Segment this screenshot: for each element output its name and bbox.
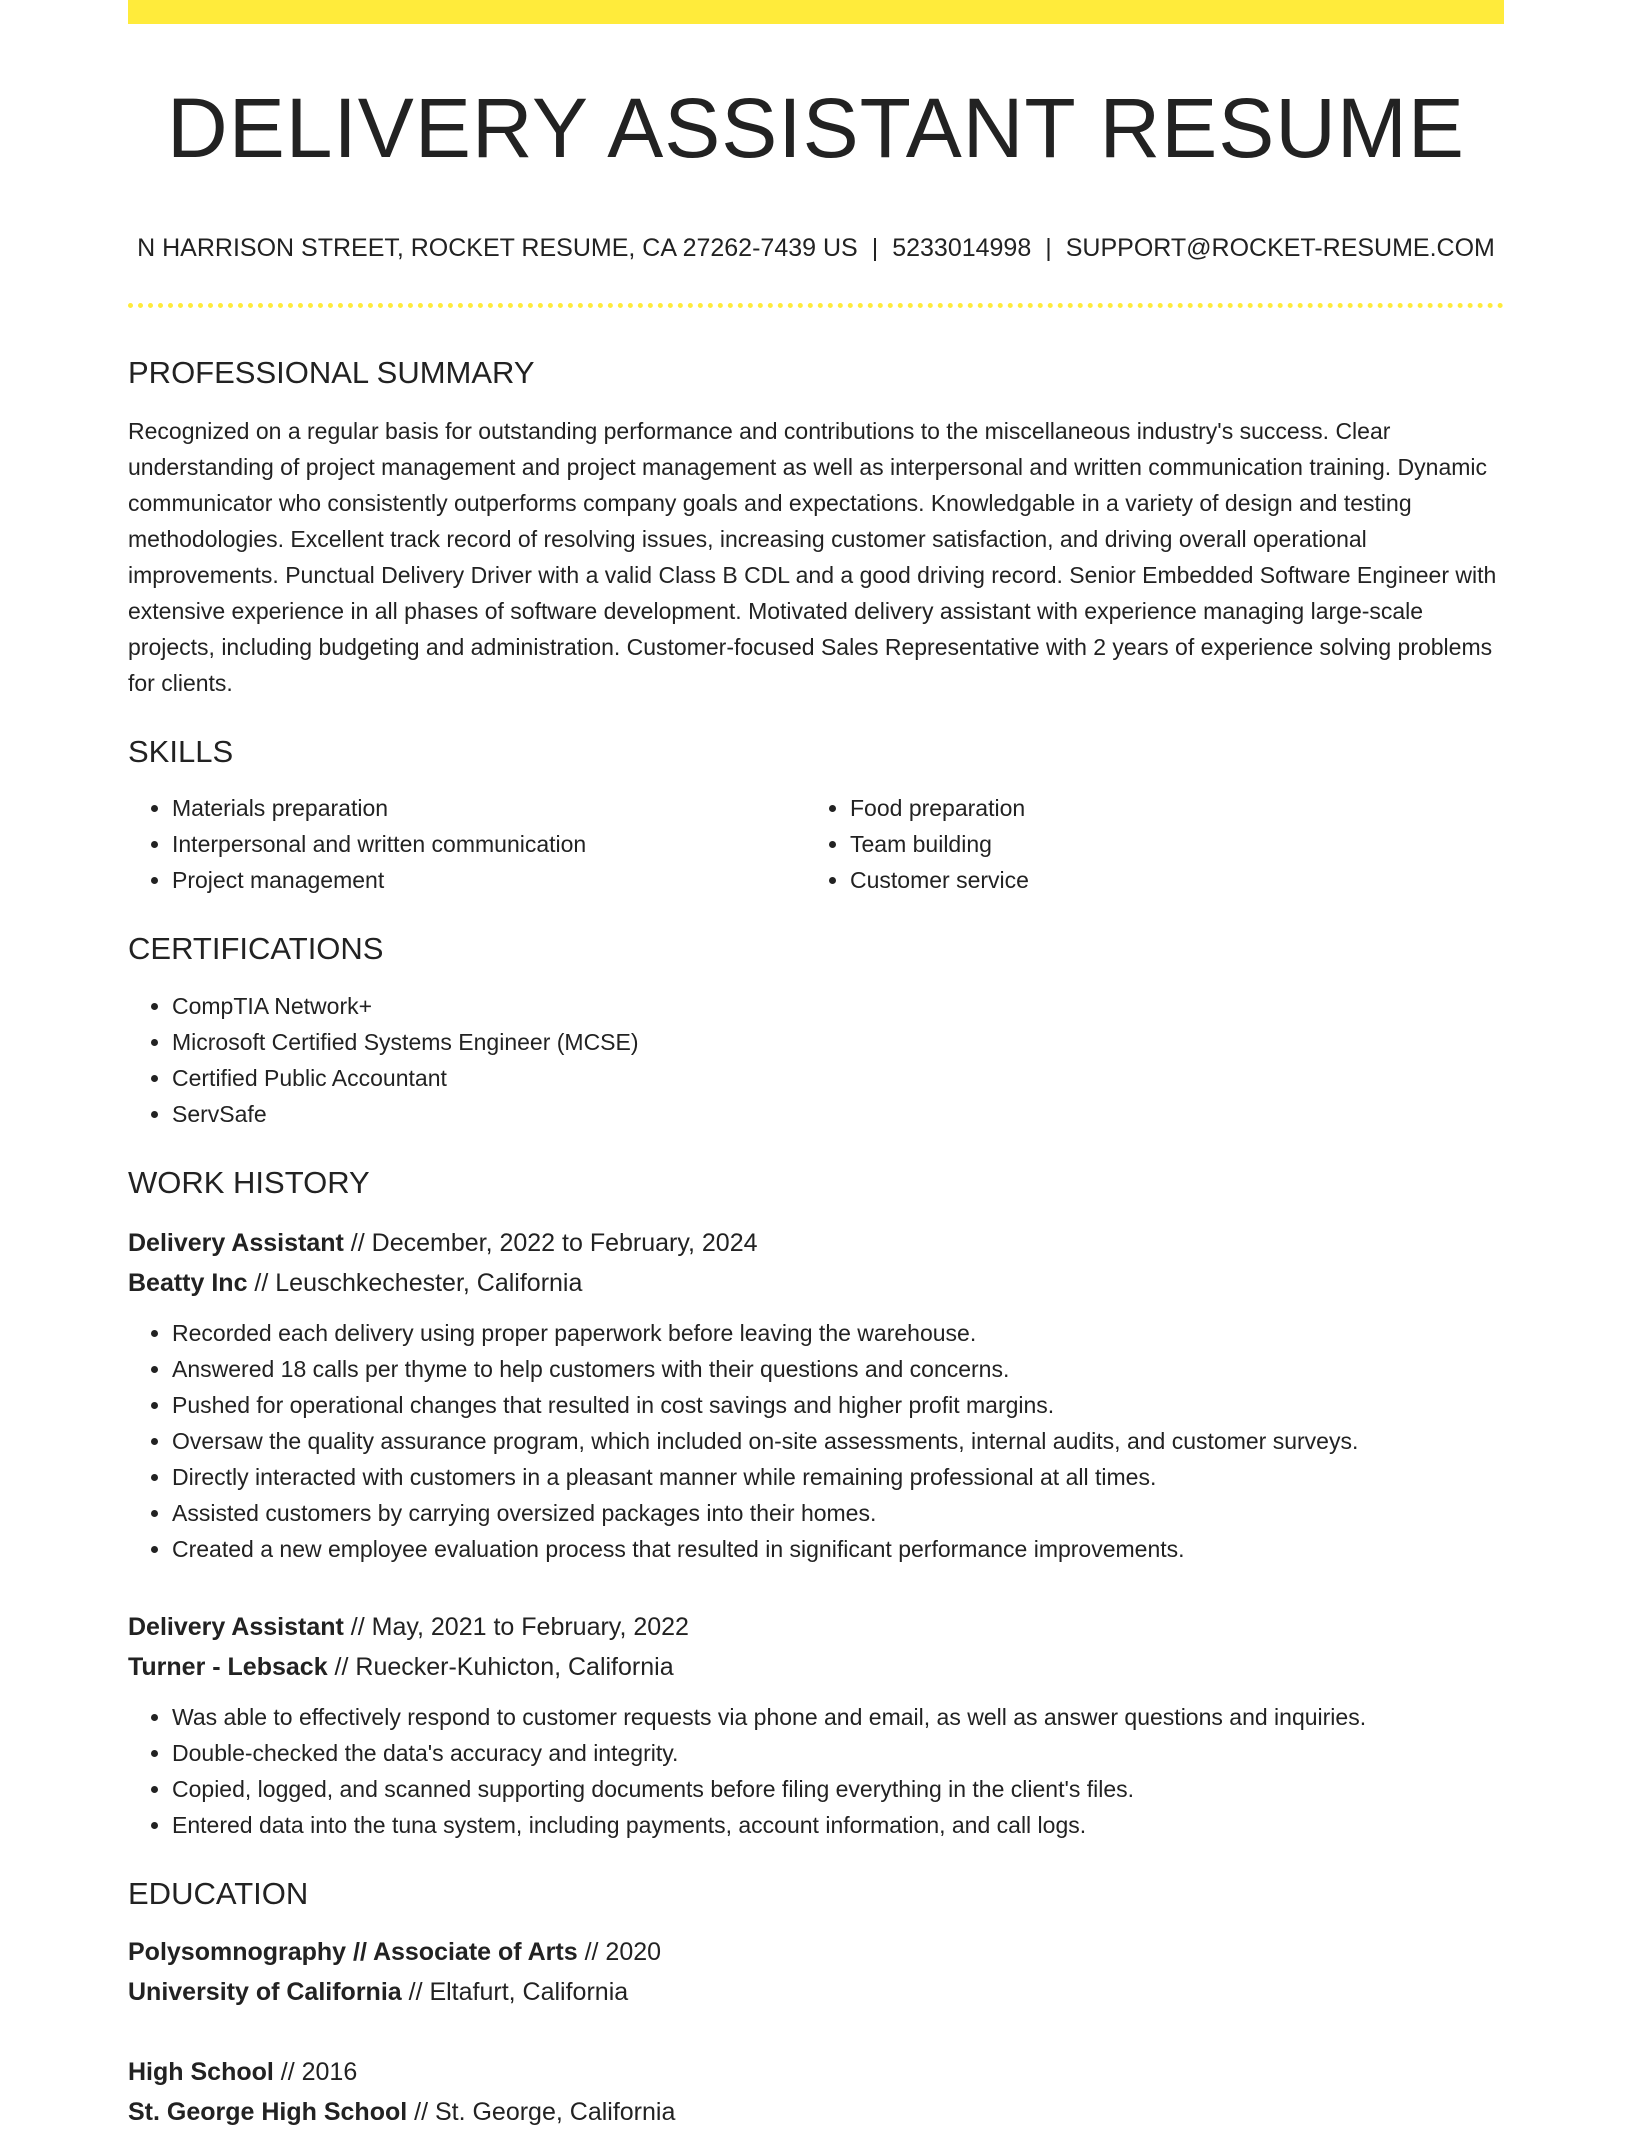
certification-item: • Certified Public Accountant bbox=[172, 1060, 1504, 1096]
job-bullet: • Directly interacted with customers in a pleasant manner while remaining professional at all times. bbox=[172, 1459, 1504, 1495]
education-entry bbox=[128, 1932, 1504, 2012]
skills-grid bbox=[128, 790, 1504, 898]
certifications-list bbox=[128, 988, 1504, 1132]
job-entry bbox=[128, 1223, 1504, 1567]
skill-item: • Project management bbox=[172, 862, 806, 898]
education-year: // 2020 bbox=[577, 1937, 662, 1966]
certification-item: • Microsoft Certified Systems Engineer (MCSE) bbox=[172, 1024, 1504, 1060]
certification-item: • ServSafe bbox=[172, 1096, 1504, 1132]
summary-text: Recognized on a regular basis for outstanding performance and contributions to the miscellaneous industry's success. Clear understanding of project management and project management as well as interpersonal and written communication training. Dynamic communicator who consistently outperforms company goals and expectations. Knowledgable in a variety of design and testing methodologies. Excellent track record of resolving issues, increasing customer satisfaction, and driving overall operational improvements. Punctual Delivery Driver with a valid Class B CDL and a good driving record. Senior Embedded Software Engineer with extensive experience in all phases of software development. Motivated delivery assistant with experience managing large-scale projects, including budgeting and administration. Customer-focused Sales Representative with 2 years of experience solving problems for clients. bbox=[128, 418, 1497, 697]
contact-separator: | bbox=[871, 234, 879, 262]
skill-item: • Interpersonal and written communication bbox=[172, 826, 806, 862]
job-company-line bbox=[128, 1647, 1504, 1687]
education-degree-line bbox=[128, 2052, 1504, 2092]
education-school: St. George High School bbox=[128, 2097, 408, 2126]
certifications-heading: CERTIFICATIONS bbox=[128, 931, 384, 967]
education-degree-line bbox=[128, 1932, 1504, 1972]
skills-column-left bbox=[128, 790, 806, 898]
job-bullet: • Double-checked the data's accuracy and integrity. bbox=[172, 1735, 1504, 1771]
contact-address: N HARRISON STREET, ROCKET RESUME, CA 27262-7439 US bbox=[137, 234, 858, 262]
job-company: Turner - Lebsack bbox=[128, 1652, 328, 1681]
contact-separator: | bbox=[1045, 234, 1052, 262]
education-location: // St. George, California bbox=[407, 2097, 676, 2126]
education-year: // 2016 bbox=[273, 2057, 358, 2086]
skill-item: • Materials preparation bbox=[172, 790, 806, 826]
job-bullet: • Assisted customers by carrying oversized packages into their homes. bbox=[172, 1495, 1504, 1531]
work-history-heading: WORK HISTORY bbox=[128, 1164, 370, 1200]
job-bullet: • Copied, logged, and scanned supporting documents before filing everything in the client's files. bbox=[172, 1771, 1504, 1807]
accent-top-bar bbox=[128, 0, 1504, 24]
job-title: Delivery Assistant bbox=[128, 1612, 344, 1641]
skills-list-right bbox=[806, 790, 1484, 898]
contact-line bbox=[128, 234, 1504, 263]
skill-item: • Food preparation bbox=[850, 790, 1484, 826]
job-title-line bbox=[128, 1607, 1504, 1647]
job-bullets bbox=[128, 1699, 1504, 1843]
job-bullet: • Recorded each delivery using proper paperwork before leaving the warehouse. bbox=[172, 1315, 1504, 1351]
job-bullet: • Pushed for operational changes that resulted in cost savings and higher profit margins. bbox=[172, 1387, 1504, 1423]
job-title: Delivery Assistant bbox=[128, 1228, 344, 1257]
resume-page bbox=[128, 0, 1504, 2132]
skill-item: • Customer service bbox=[850, 862, 1484, 898]
job-bullet: • Answered 18 calls per thyme to help customers with their questions and concerns. bbox=[172, 1351, 1504, 1387]
page-title: DELIVERY ASSISTANT RESUME bbox=[167, 81, 1465, 175]
contact-email: SUPPORT@ROCKET-RESUME.COM bbox=[1065, 234, 1495, 262]
job-company: Beatty Inc bbox=[128, 1268, 248, 1297]
skills-heading: SKILLS bbox=[128, 734, 234, 770]
skills-list-left bbox=[128, 790, 806, 898]
job-location: // Ruecker-Kuhicton, California bbox=[327, 1652, 674, 1681]
dotted-divider bbox=[128, 303, 1504, 308]
education-location: // Eltafurt, California bbox=[401, 1977, 629, 2006]
education-school-line bbox=[128, 1972, 1504, 2012]
job-dates: // December, 2022 to February, 2024 bbox=[343, 1228, 758, 1257]
skill-item: • Team building bbox=[850, 826, 1484, 862]
skills-column-right bbox=[806, 790, 1484, 898]
contact-phone: 5233014998 bbox=[892, 234, 1032, 262]
job-location: // Leuschkechester, California bbox=[247, 1268, 583, 1297]
job-dates: // May, 2021 to February, 2022 bbox=[343, 1612, 689, 1641]
education-degree: High School bbox=[128, 2057, 274, 2086]
job-bullet: • Entered data into the tuna system, including payments, account information, and call logs. bbox=[172, 1807, 1504, 1843]
job-bullet: • Was able to effectively respond to customer requests via phone and email, as well as answer questions and inquiries. bbox=[172, 1699, 1504, 1735]
job-company-line bbox=[128, 1263, 1504, 1303]
job-bullets bbox=[128, 1315, 1504, 1567]
job-bullet: • Oversaw the quality assurance program, which included on-site assessments, internal audits, and customer surveys. bbox=[172, 1423, 1504, 1459]
certification-item: • CompTIA Network+ bbox=[172, 988, 1504, 1024]
job-entry bbox=[128, 1607, 1504, 1843]
education-school: University of California bbox=[128, 1977, 402, 2006]
education-entry bbox=[128, 2052, 1504, 2132]
job-bullet: • Created a new employee evaluation process that resulted in significant performance improvements. bbox=[172, 1531, 1504, 1567]
education-heading: EDUCATION bbox=[128, 1875, 309, 1911]
summary-heading: PROFESSIONAL SUMMARY bbox=[128, 355, 535, 390]
job-title-line bbox=[128, 1223, 1504, 1263]
education-degree: Polysomnography // Associate of Arts bbox=[128, 1937, 578, 1966]
